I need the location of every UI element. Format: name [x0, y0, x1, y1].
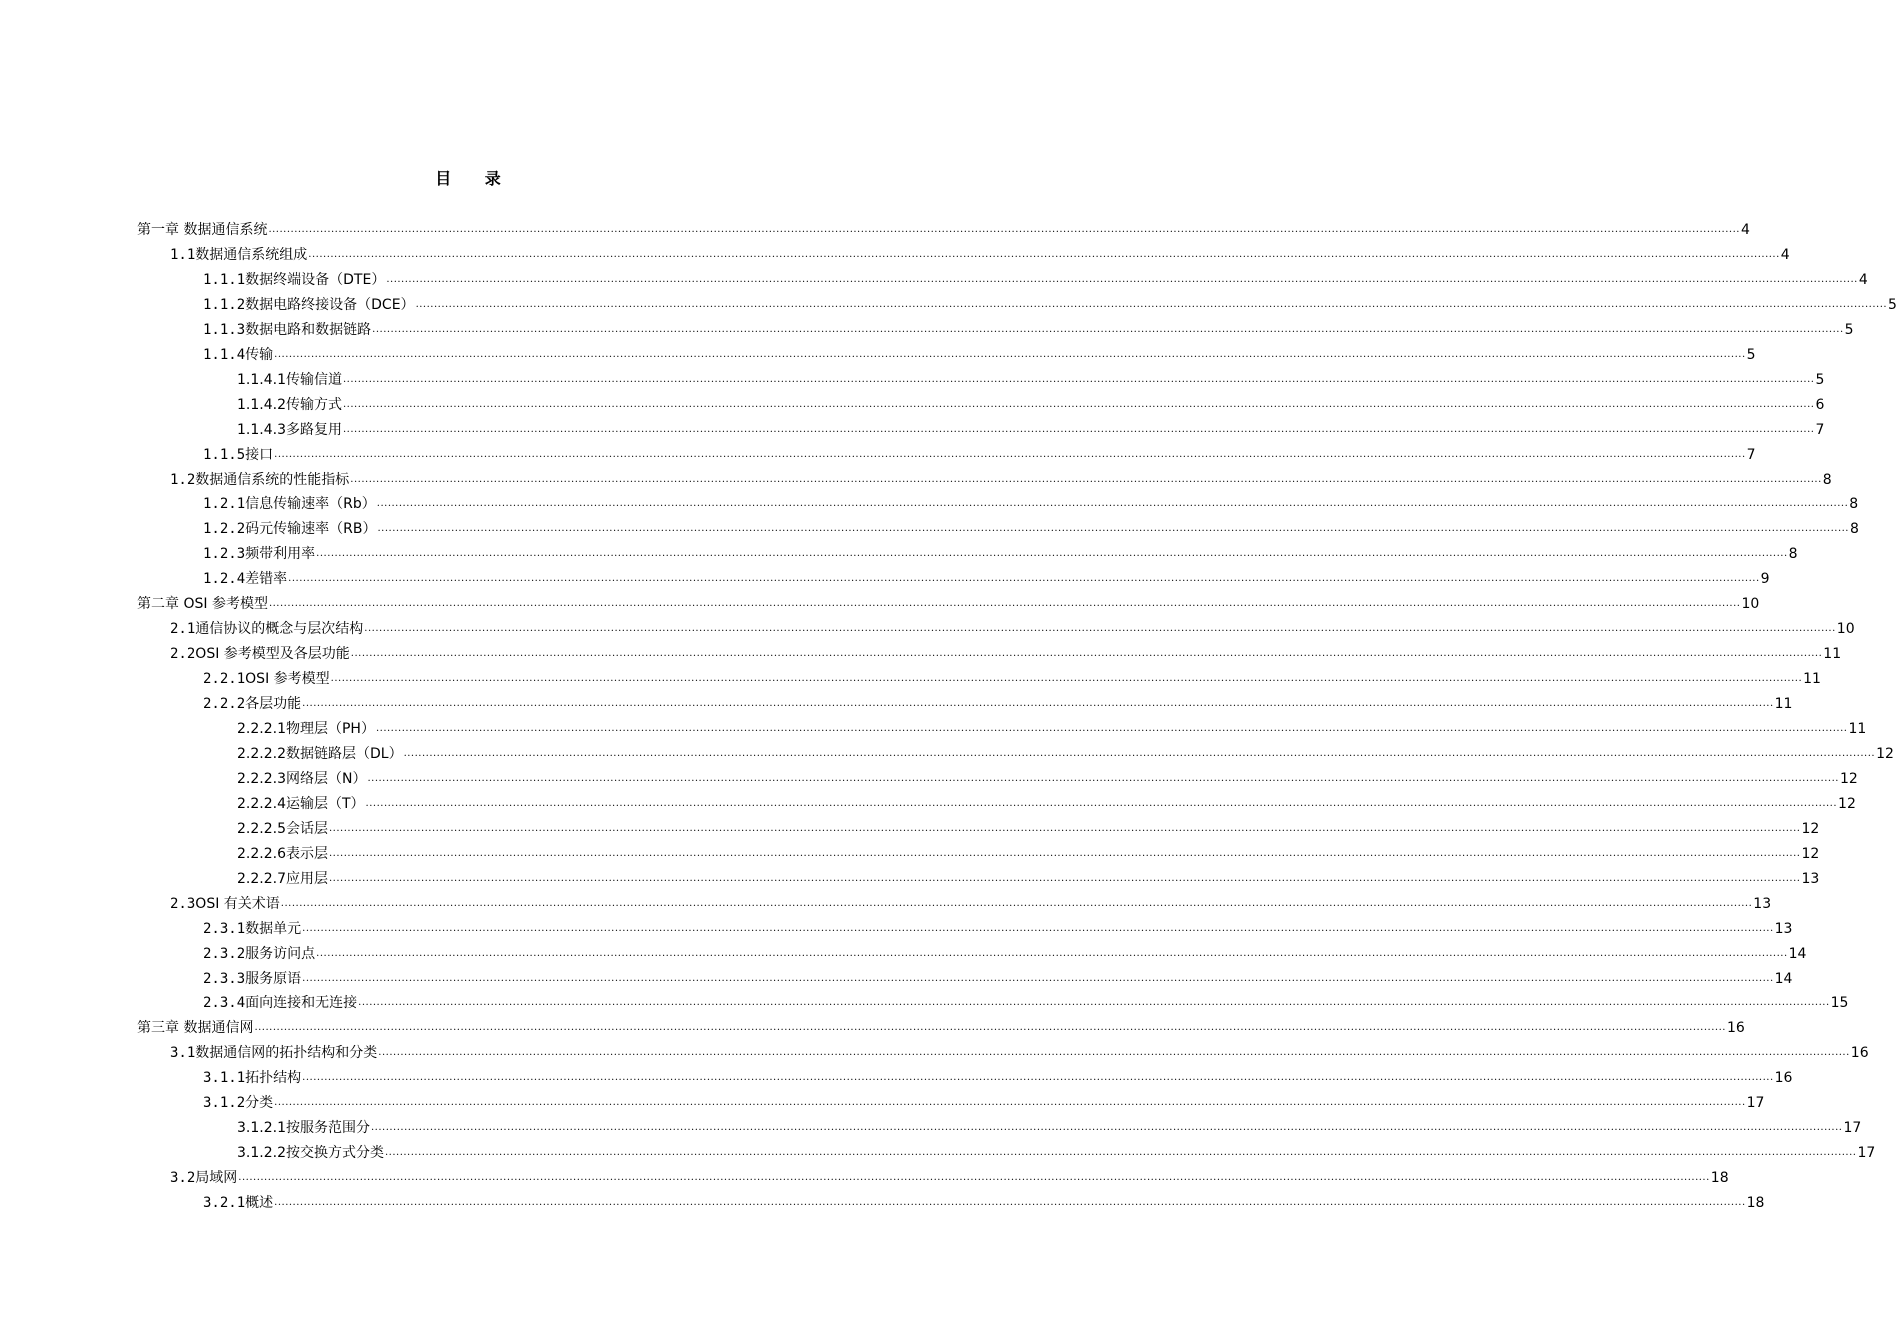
toc-dot-leader: ................................................................................................................................................................................................................................................................................................................................................................................................................ [274, 1097, 1746, 1109]
toc-entry[interactable] [170, 1162, 1729, 1187]
toc-entry-title: 数据通信网的拓扑结构和分类 [195, 1045, 378, 1062]
toc-entry-number: 2.2.2.7 [237, 870, 286, 887]
toc-entry-page: 12 [1801, 845, 1820, 862]
toc-entry-page: 12 [1801, 820, 1820, 837]
toc-entry-title: 会话层 [285, 820, 328, 837]
toc-entry-label [203, 321, 371, 339]
toc-entry-number: 2.2.2.6 [237, 845, 286, 862]
toc-entry-title: 数据电路终接设备（DCE） [245, 296, 415, 313]
toc-dot-leader: ................................................................................................................................................................................................................................................................................................................................................................................................................ [367, 772, 1839, 784]
toc-entry-label [203, 545, 315, 563]
toc-entry-label [170, 895, 280, 913]
toc-entry-label [203, 945, 315, 963]
toc-entry-title: 码元传输速率（RB） [245, 521, 377, 538]
toc-entry-page: 11 [1823, 646, 1842, 663]
toc-entry[interactable] [237, 713, 1867, 738]
toc-entry-number: 1.1.4.1 [237, 371, 286, 388]
toc-entry-title: 应用层 [285, 870, 328, 887]
toc-entry-number: 第一章 [137, 222, 184, 238]
toc-dot-leader: ................................................................................................................................................................................................................................................................................................................................................................................................................ [350, 648, 1823, 660]
toc-dot-leader: ................................................................................................................................................................................................................................................................................................................................................................................................................ [384, 1147, 1857, 1159]
toc-entry[interactable] [237, 763, 1858, 788]
toc-entry-number: 1.2.2 [203, 521, 246, 538]
toc-entry-page: 7 [1815, 421, 1825, 438]
toc-entry-title: 数据通信系统 [183, 222, 268, 238]
toc-entry-page: 11 [1848, 721, 1867, 737]
toc-entry-page: 11 [1774, 696, 1793, 713]
toc-entry[interactable] [203, 264, 1868, 289]
toc-entry-page: 14 [1788, 945, 1807, 962]
toc-entry-label [203, 296, 415, 314]
toc-entry-number: 1.2 [170, 471, 196, 488]
toc-dot-leader: ................................................................................................................................................................................................................................................................................................................................................................................................................ [330, 673, 1803, 685]
toc-dot-leader: ................................................................................................................................................................................................................................................................................................................................................................................................................ [316, 947, 1788, 959]
toc-entry-page: 11 [1803, 671, 1821, 688]
toc-entry-label [203, 495, 376, 513]
toc-entry-title: 数据电路和数据链路 [245, 321, 372, 338]
toc-entry-page: 6 [1815, 396, 1825, 413]
toc-entry-label [170, 645, 350, 663]
toc-entry-page: 16 [1774, 1070, 1793, 1087]
toc-entry[interactable] [237, 364, 1825, 389]
toc-entry-title: 概述 [245, 1195, 274, 1212]
toc-entry[interactable] [203, 439, 1756, 464]
toc-entry-number: 3.1.2.2 [237, 1145, 286, 1162]
toc-entry[interactable] [203, 938, 1807, 963]
toc-entry[interactable] [203, 913, 1793, 938]
toc-entry[interactable] [170, 464, 1832, 489]
toc-entry-title: 服务访问点 [245, 945, 316, 962]
toc-entry[interactable] [137, 214, 1750, 239]
toc-entry-number: 3.2 [170, 1170, 196, 1187]
toc-dot-leader: ................................................................................................................................................................................................................................................................................................................................................................................................................ [415, 298, 1888, 310]
toc-dot-leader: ................................................................................................................................................................................................................................................................................................................................................................................................................ [302, 1072, 1774, 1084]
toc-dot-leader: ................................................................................................................................................................................................................................................................................................................................................................................................................ [364, 623, 1836, 635]
toc-entry-title: 传输 [245, 346, 274, 363]
toc-dot-leader: ................................................................................................................................................................................................................................................................................................................................................................................................................ [288, 573, 1760, 585]
toc-entry-title: 数据通信系统组成 [195, 246, 308, 263]
toc-entry-page: 16 [1850, 1045, 1869, 1062]
toc-entry-label [203, 970, 301, 988]
toc-entry-number: 2.2.2.4 [237, 795, 286, 812]
toc-entry-title: 传输信道 [285, 371, 342, 388]
toc-entry-title: OSI 参考模型 [245, 671, 330, 688]
toc-entry-number: 2.3.1 [203, 920, 246, 937]
toc-dot-leader: ................................................................................................................................................................................................................................................................................................................................................................................................................ [316, 548, 1788, 560]
toc-entry-label [203, 695, 301, 713]
toc-entry-label [170, 471, 349, 489]
toc-entry-title: 按服务范围分 [285, 1120, 370, 1137]
toc-entry-page: 8 [1849, 521, 1859, 538]
toc-entry-page: 9 [1760, 571, 1770, 588]
toc-entry-number: 2.1 [170, 621, 196, 638]
toc-entry-page: 12 [1839, 770, 1858, 787]
toc-entry-title: 差错率 [245, 571, 288, 588]
toc-entry-page: 8 [1788, 546, 1798, 563]
toc-entry[interactable] [170, 1037, 1869, 1062]
toc-entry-title: 通信协议的概念与层次结构 [195, 621, 364, 638]
toc-entry-number: 2.2.2.5 [237, 820, 286, 837]
toc-entry-number: 1.1.2 [203, 296, 246, 313]
toc-entry-page: 18 [1746, 1195, 1765, 1212]
toc-entry-number: 1.2.1 [203, 496, 246, 513]
toc-entry-number: 2.3.3 [203, 970, 246, 987]
toc-entry-title: 拓扑结构 [245, 1070, 302, 1087]
toc-entry-number: 2.2.1 [203, 671, 246, 688]
toc-entry-label [237, 371, 342, 389]
toc-dot-leader: ................................................................................................................................................................................................................................................................................................................................................................................................................ [377, 523, 1849, 535]
toc-dot-leader: ................................................................................................................................................................................................................................................................................................................................................................................................................ [268, 598, 1741, 610]
toc-entry-number: 2.2.2.1 [237, 721, 286, 737]
toc-entry-number: 第二章 [137, 596, 184, 613]
toc-entry-title: 按交换方式分类 [285, 1145, 384, 1162]
toc-entry-label [137, 595, 268, 613]
toc-entry-page: 17 [1746, 1095, 1765, 1112]
toc-entry-page: 5 [1815, 371, 1825, 388]
toc-entry-number: 1.1.1 [203, 271, 246, 288]
toc-entry-page: 5 [1746, 346, 1756, 363]
toc-dot-leader: ................................................................................................................................................................................................................................................................................................................................................................................................................ [302, 698, 1774, 710]
toc-entry-label [203, 346, 273, 364]
toc-entry-title: 面向连接和无连接 [245, 995, 358, 1012]
toc-entry[interactable] [203, 563, 1770, 588]
toc-entry-title: 网络层（N） [285, 770, 367, 787]
toc-entry-title: 运输层（T） [285, 795, 365, 812]
toc-entry-title: 数据通信网 [183, 1020, 254, 1037]
toc-entry-number: 2.2.2.2 [237, 745, 286, 762]
toc-entry-number: 3.1 [170, 1045, 196, 1062]
toc-entry-label [203, 570, 287, 588]
toc-dot-leader: ................................................................................................................................................................................................................................................................................................................................................................................................................ [375, 723, 1848, 734]
toc-entry-label [203, 520, 377, 538]
toc-entry[interactable] [237, 788, 1856, 813]
toc-entry[interactable] [170, 239, 1790, 264]
toc-entry-label [203, 994, 357, 1012]
toc-entry[interactable] [237, 1112, 1862, 1137]
toc-entry-page: 13 [1753, 895, 1772, 912]
toc-entry-number: 1.2.3 [203, 546, 246, 563]
toc-dot-leader: ................................................................................................................................................................................................................................................................................................................................................................................................................ [238, 1172, 1710, 1184]
toc-entry-label [170, 1044, 377, 1062]
toc-dot-leader: ................................................................................................................................................................................................................................................................................................................................................................................................................ [342, 373, 1815, 385]
toc-entry-number: 3.1.1 [203, 1070, 246, 1087]
toc-entry-page: 4 [1740, 222, 1750, 238]
toc-entry-number: 2.2.2.3 [237, 770, 286, 787]
toc-entry-page: 18 [1710, 1170, 1729, 1187]
toc-dot-leader: ................................................................................................................................................................................................................................................................................................................................................................................................................ [376, 498, 1849, 510]
toc-entry-title: 数据链路层（DL） [285, 745, 403, 762]
toc-entry-title: 表示层 [285, 845, 328, 862]
toc-entry-number: 2.2 [170, 646, 196, 663]
toc-dot-leader: ................................................................................................................................................................................................................................................................................................................................................................................................................ [372, 323, 1844, 335]
toc-entry-title: 信息传输速率（Rb） [245, 496, 376, 513]
toc-entry-label [203, 1069, 301, 1087]
toc-entry-page: 4 [1858, 271, 1868, 288]
toc-entry[interactable] [170, 888, 1772, 913]
toc-entry-page: 8 [1849, 496, 1859, 513]
toc-entry-label [137, 1019, 253, 1037]
page-title: 目 录 [435, 169, 515, 188]
toc-entry[interactable] [237, 813, 1820, 838]
toc-dot-leader: ................................................................................................................................................................................................................................................................................................................................................................................................................ [328, 872, 1801, 884]
toc-entry[interactable] [203, 1087, 1765, 1112]
toc-entry-number: 1.1.4 [203, 346, 246, 363]
toc-entry-label [170, 246, 307, 264]
toc-entry-label [237, 820, 328, 838]
toc-dot-leader: ................................................................................................................................................................................................................................................................................................................................................................................................................ [254, 1022, 1726, 1034]
toc-entry[interactable] [170, 613, 1855, 638]
toc-entry[interactable] [203, 1062, 1793, 1087]
toc-entry-page: 12 [1876, 745, 1894, 762]
toc-entry-page: 17 [1857, 1145, 1876, 1162]
toc-entry[interactable] [237, 738, 1894, 763]
toc-entry-label [170, 620, 363, 638]
toc-entry-title: 物理层（PH） [285, 721, 375, 737]
toc-entry-title: 服务原语 [245, 970, 302, 987]
toc-entry-number: 2.3.4 [203, 995, 246, 1012]
toc-entry-label [203, 920, 301, 938]
toc-entry-label [237, 421, 342, 439]
toc-entry-title: 分类 [245, 1095, 274, 1112]
toc-entry-number: 第三章 [137, 1020, 184, 1037]
toc-entry-page: 17 [1843, 1120, 1862, 1137]
toc-entry-page: 12 [1838, 795, 1856, 812]
toc-entry[interactable] [203, 538, 1798, 563]
toc-dot-leader: ................................................................................................................................................................................................................................................................................................................................................................................................................ [342, 423, 1815, 435]
toc-entry[interactable] [203, 513, 1859, 538]
toc-entry-title: OSI 参考模型 [183, 596, 268, 613]
toc-dot-leader: ................................................................................................................................................................................................................................................................................................................................................................................................................ [386, 273, 1858, 285]
toc-entry-number: 1.1.4.2 [237, 396, 286, 413]
toc-dot-leader: ................................................................................................................................................................................................................................................................................................................................................................................................................ [365, 797, 1838, 809]
toc-entry-label [203, 1094, 273, 1112]
toc-entry-number: 2.2.2 [203, 696, 246, 713]
toc-entry[interactable] [203, 987, 1849, 1012]
toc-entry[interactable] [203, 289, 1897, 314]
toc-entry-title: 接口 [245, 446, 274, 463]
toc-entry-title: 各层功能 [245, 696, 302, 713]
toc-entry-title: 局域网 [195, 1170, 238, 1187]
toc-entry-label [237, 745, 403, 763]
toc-entry-page: 16 [1726, 1020, 1745, 1037]
toc-entry-page: 7 [1746, 446, 1756, 463]
toc-entry-label [237, 795, 365, 813]
toc-entry-title: 多路复用 [285, 421, 342, 438]
toc-entry-number: 1.1.4.3 [237, 421, 286, 438]
toc-entry-label [237, 720, 375, 738]
toc-entry-number: 3.1.2 [203, 1095, 246, 1112]
toc-dot-leader: ................................................................................................................................................................................................................................................................................................................................................................................................................ [274, 1197, 1746, 1209]
toc-entry-number: 2.3.2 [203, 945, 246, 962]
toc-entry[interactable] [203, 314, 1854, 339]
toc-entry-number: 1.1 [170, 246, 196, 263]
toc-entry-title: 数据通信系统的性能指标 [195, 471, 350, 488]
toc-entry-page: 10 [1836, 621, 1855, 638]
toc-entry-page: 13 [1774, 920, 1793, 937]
toc-entry-page: 8 [1822, 471, 1832, 488]
toc-entry[interactable] [203, 488, 1859, 513]
toc-dot-leader: ................................................................................................................................................................................................................................................................................................................................................................................................................ [378, 1047, 1850, 1059]
toc-dot-leader: ................................................................................................................................................................................................................................................................................................................................................................................................................ [268, 224, 1740, 235]
toc-entry-label [203, 670, 330, 688]
toc-entry-label [203, 446, 273, 464]
toc-entry-label [237, 770, 366, 788]
toc-entry-page: 5 [1844, 321, 1854, 338]
toc-entry[interactable] [237, 863, 1820, 888]
toc-entry-number: 2.3 [170, 895, 196, 912]
toc-entry-page: 4 [1780, 246, 1790, 263]
toc-entry[interactable] [170, 638, 1842, 663]
toc-dot-leader: ................................................................................................................................................................................................................................................................................................................................................................................................................ [358, 997, 1830, 1009]
toc-entry-title: 传输方式 [285, 396, 342, 413]
toc-dot-leader: ................................................................................................................................................................................................................................................................................................................................................................................................................ [308, 248, 1780, 260]
toc-entry-label [237, 870, 328, 888]
toc-dot-leader: ................................................................................................................................................................................................................................................................................................................................................................................................................ [302, 972, 1774, 984]
toc-entry-page: 5 [1888, 296, 1897, 313]
toc-entry[interactable] [203, 1187, 1765, 1212]
toc-dot-leader: ................................................................................................................................................................................................................................................................................................................................................................................................................ [302, 922, 1774, 934]
toc-entry-page: 14 [1774, 970, 1793, 987]
toc-dot-leader: ................................................................................................................................................................................................................................................................................................................................................................................................................ [342, 398, 1815, 410]
toc-entry-label [237, 396, 342, 414]
toc-dot-leader: ................................................................................................................................................................................................................................................................................................................................................................................................................ [274, 448, 1746, 460]
toc-dot-leader: ................................................................................................................................................................................................................................................................................................................................................................................................................ [328, 822, 1801, 834]
toc-dot-leader: ................................................................................................................................................................................................................................................................................................................................................................................................................ [403, 747, 1876, 759]
toc-entry-title: 数据终端设备（DTE） [245, 271, 386, 288]
toc-entry[interactable] [237, 389, 1825, 414]
toc-dot-leader: ................................................................................................................................................................................................................................................................................................................................................................................................................ [274, 348, 1746, 360]
toc-entry-label [203, 271, 385, 289]
toc-entry-label [170, 1169, 237, 1187]
toc-entry-number: 1.2.4 [203, 571, 246, 588]
toc-entry[interactable] [137, 588, 1760, 613]
toc-entry[interactable] [237, 414, 1825, 439]
toc-entry-page: 13 [1801, 870, 1820, 887]
toc-entry-number: 1.1.5 [203, 446, 246, 463]
toc-dot-leader: ................................................................................................................................................................................................................................................................................................................................................................................................................ [370, 1122, 1843, 1134]
toc-entry-label [203, 1194, 273, 1212]
toc-entry-label [137, 221, 267, 239]
toc-entry[interactable] [237, 1137, 1876, 1162]
toc-entry-label [237, 1144, 384, 1162]
toc-entry-number: 3.1.2.1 [237, 1120, 286, 1137]
toc-entry-title: OSI 参考模型及各层功能 [195, 646, 350, 663]
toc-entry-number: 3.2.1 [203, 1195, 246, 1212]
toc-entry-page: 10 [1741, 596, 1760, 613]
toc-entry[interactable] [203, 688, 1793, 713]
toc-entry-title: OSI 有关术语 [195, 895, 280, 912]
toc-entry-label [237, 1119, 370, 1137]
toc-entry[interactable] [203, 663, 1821, 688]
toc-entry-page: 15 [1830, 995, 1849, 1012]
toc-entry[interactable] [203, 339, 1756, 364]
toc-entry-title: 数据单元 [245, 920, 302, 937]
toc-entry[interactable] [137, 1012, 1745, 1037]
toc-dot-leader: ................................................................................................................................................................................................................................................................................................................................................................................................................ [328, 847, 1801, 859]
toc-entry[interactable] [203, 963, 1793, 988]
toc-entry-title: 频带利用率 [245, 546, 316, 563]
toc-entry-number: 1.1.3 [203, 321, 246, 338]
toc-dot-leader: ................................................................................................................................................................................................................................................................................................................................................................................................................ [350, 473, 1822, 485]
toc-entry-label [237, 845, 328, 863]
toc-dot-leader: ................................................................................................................................................................................................................................................................................................................................................................................................................ [280, 897, 1753, 909]
toc-entry[interactable] [237, 838, 1820, 863]
